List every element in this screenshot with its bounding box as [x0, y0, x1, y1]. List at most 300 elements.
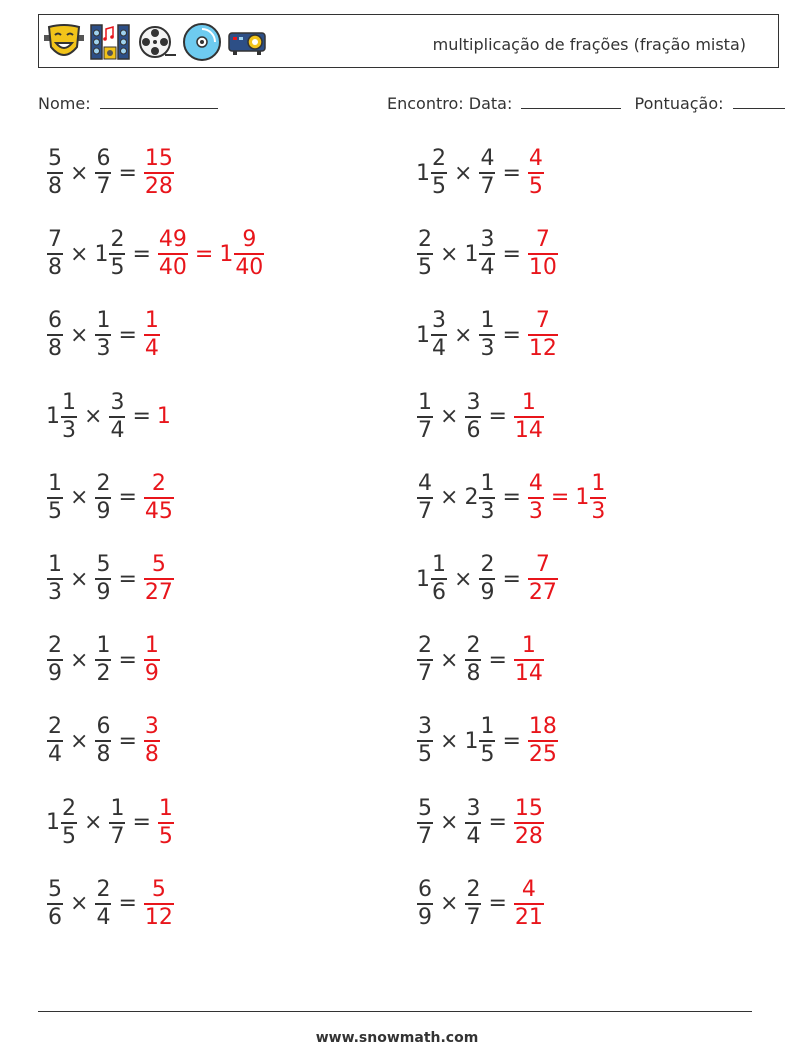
answer — [527, 714, 559, 768]
score-blank[interactable] — [733, 95, 785, 109]
fraction — [61, 390, 77, 444]
denominator: 7 — [418, 498, 432, 524]
mixed-number — [46, 877, 64, 931]
denominator: 10 — [528, 255, 557, 281]
fraction — [465, 796, 481, 850]
theater-mask-icon — [43, 21, 85, 63]
fraction — [417, 796, 433, 850]
equals-sign: = — [118, 485, 137, 511]
fraction — [95, 552, 111, 606]
mixed-number — [527, 308, 559, 362]
problem-item — [416, 143, 545, 203]
problem-item — [46, 630, 161, 690]
numerator: 2 — [96, 470, 111, 496]
mixed-number — [94, 877, 112, 931]
mixed-number — [46, 552, 64, 606]
numerator: 2 — [418, 227, 432, 253]
footer-divider — [38, 1011, 752, 1012]
denominator: 7 — [480, 174, 495, 199]
numerator: 5 — [151, 552, 166, 577]
numerator: 4 — [528, 470, 543, 496]
numerator: 49 — [158, 227, 187, 253]
mixed-number — [143, 471, 175, 525]
mixed-number — [527, 552, 559, 606]
times-sign: × — [70, 891, 89, 917]
numerator: 1 — [432, 552, 446, 577]
whole-part: 1 — [464, 241, 479, 267]
mixed-number — [143, 877, 175, 931]
numerator: 2 — [466, 633, 481, 659]
fraction — [61, 796, 77, 850]
mixed-number — [513, 633, 545, 687]
numerator: 1 — [591, 470, 606, 496]
numerator: 15 — [144, 146, 173, 171]
fraction — [528, 714, 558, 768]
times-sign: × — [440, 404, 459, 430]
mixed-number — [416, 471, 434, 525]
fraction — [431, 552, 447, 606]
equals-sign: = — [488, 647, 507, 673]
answer — [157, 796, 175, 850]
fraction — [514, 796, 544, 850]
denominator: 8 — [144, 742, 159, 768]
denominator: 4 — [48, 742, 62, 768]
problem-item — [46, 549, 175, 609]
mixed-number — [478, 146, 496, 200]
denominator: 3 — [480, 336, 495, 362]
fraction — [417, 714, 433, 768]
numerator: 3 — [432, 308, 446, 334]
mixed-number — [46, 633, 64, 687]
numerator: 2 — [466, 876, 481, 902]
mixed-number — [478, 308, 496, 362]
mixed-number — [46, 471, 64, 525]
numerator: 1 — [144, 633, 159, 659]
denominator: 4 — [144, 336, 159, 362]
fraction — [95, 633, 111, 687]
fraction — [417, 877, 433, 931]
fraction — [47, 227, 63, 281]
answer — [143, 633, 161, 687]
mixed-number — [513, 796, 545, 850]
denominator: 9 — [96, 580, 111, 605]
mixed-number — [46, 714, 64, 768]
fraction — [479, 714, 495, 768]
fraction — [528, 552, 558, 606]
equals-sign: = — [132, 810, 151, 836]
mixed-number — [143, 146, 175, 200]
problem-item — [416, 793, 545, 853]
denominator: 4 — [480, 255, 495, 281]
worksheet-title: multiplicação de frações (fração mista) — [432, 35, 746, 54]
mixed-number — [527, 471, 545, 525]
mixed-number — [46, 227, 64, 281]
times-sign: × — [440, 891, 459, 917]
problem-item — [46, 711, 161, 771]
numerator: 1 — [521, 633, 536, 659]
mixed-number — [94, 227, 126, 281]
times-sign: × — [84, 404, 103, 430]
denominator: 9 — [418, 904, 432, 930]
equals-sign: = — [488, 404, 507, 430]
fraction — [144, 714, 160, 768]
times-sign: × — [454, 566, 473, 592]
answer — [513, 633, 545, 687]
fraction — [479, 308, 495, 362]
numerator: 2 — [48, 633, 62, 659]
answer — [157, 227, 265, 281]
mixed-number — [416, 146, 448, 200]
film-reel-icon — [135, 21, 177, 63]
fraction — [417, 633, 433, 687]
problem-item — [416, 468, 607, 528]
mixed-number — [157, 796, 175, 850]
numerator: 6 — [418, 876, 432, 902]
whole-part: 1 — [575, 485, 590, 511]
denominator: 7 — [466, 904, 481, 930]
fraction — [431, 308, 447, 362]
denominator: 25 — [528, 742, 557, 768]
denominator: 4 — [466, 823, 481, 849]
date-blank[interactable] — [521, 95, 621, 109]
numerator: 1 — [62, 389, 76, 415]
mixed-number — [416, 552, 448, 606]
denominator: 4 — [96, 904, 111, 930]
times-sign: × — [70, 241, 89, 267]
fraction — [528, 308, 558, 362]
problem-item — [46, 468, 175, 528]
answer — [527, 146, 545, 200]
mixed-number — [143, 552, 175, 606]
numerator: 5 — [418, 795, 432, 821]
numerator: 2 — [432, 146, 446, 171]
denominator: 5 — [432, 174, 446, 199]
denominator: 8 — [48, 174, 62, 199]
problem-item — [46, 793, 175, 853]
fraction — [158, 796, 174, 850]
equals-sign: = — [194, 241, 214, 267]
speakers-music-icon — [89, 21, 131, 63]
name-blank[interactable] — [100, 95, 218, 109]
numerator: 3 — [144, 714, 159, 740]
equals-sign: = — [502, 566, 521, 592]
denominator: 7 — [418, 823, 432, 849]
worksheet-header — [38, 14, 779, 68]
meeting-date-label: Encontro: Data: — [387, 94, 513, 113]
fraction — [95, 877, 111, 931]
mixed-number — [527, 146, 545, 200]
answer — [513, 877, 545, 931]
fraction — [47, 146, 63, 200]
numerator: 2 — [48, 714, 62, 740]
mixed-number — [464, 714, 496, 768]
numerator: 1 — [480, 714, 495, 740]
denominator: 3 — [48, 580, 62, 605]
denominator: 8 — [96, 742, 111, 768]
fraction — [109, 227, 125, 281]
mixed-number — [478, 552, 496, 606]
fraction — [47, 877, 63, 931]
problem-item — [416, 549, 559, 609]
denominator: 9 — [96, 498, 111, 524]
denominator: 5 — [480, 742, 495, 768]
numerator: 7 — [535, 308, 550, 334]
fraction — [95, 308, 111, 362]
fraction — [479, 552, 495, 606]
fraction — [144, 146, 174, 200]
mixed-number — [94, 471, 112, 525]
numerator: 1 — [480, 470, 495, 496]
mixed-number — [94, 633, 112, 687]
fraction — [479, 471, 495, 525]
numerator: 1 — [96, 633, 111, 659]
numerator: 4 — [521, 876, 536, 902]
times-sign: × — [70, 485, 89, 511]
denominator: 21 — [514, 904, 543, 930]
numerator: 15 — [514, 795, 543, 821]
numerator: 1 — [96, 308, 111, 334]
mixed-number — [464, 471, 496, 525]
equals-sign: = — [502, 322, 521, 348]
fraction — [109, 796, 125, 850]
mixed-number — [143, 633, 161, 687]
fraction — [144, 877, 174, 931]
denominator: 7 — [96, 174, 111, 199]
problem-item — [416, 630, 545, 690]
times-sign: × — [440, 728, 459, 754]
fraction — [528, 227, 558, 281]
mixed-number — [157, 227, 189, 281]
fraction — [144, 552, 174, 606]
denominator: 4 — [432, 336, 446, 362]
mixed-number — [219, 227, 265, 281]
fraction — [47, 633, 63, 687]
projector-icon — [227, 21, 269, 63]
numerator: 6 — [96, 714, 111, 740]
mixed-number — [416, 390, 434, 444]
fraction — [417, 471, 433, 525]
denominator: 5 — [110, 255, 125, 281]
problem-item — [46, 874, 175, 934]
answer — [143, 471, 175, 525]
mixed-number — [143, 308, 161, 362]
problem-item — [46, 224, 265, 284]
whole-part: 1 — [416, 160, 430, 186]
equals-sign: = — [550, 485, 570, 511]
fraction — [514, 877, 544, 931]
denominator: 6 — [432, 580, 446, 605]
numerator: 2 — [96, 876, 111, 902]
times-sign: × — [70, 647, 89, 673]
fraction — [465, 877, 481, 931]
problem-item — [416, 874, 545, 934]
numerator: 1 — [480, 308, 495, 334]
mixed-number — [94, 552, 112, 606]
answer — [527, 227, 559, 281]
denominator: 3 — [96, 336, 111, 362]
whole-part: 1 — [464, 728, 479, 754]
numerator: 3 — [466, 795, 481, 821]
fraction — [514, 390, 544, 444]
numerator: 2 — [110, 227, 125, 253]
numerator: 5 — [96, 552, 111, 577]
denominator: 14 — [514, 417, 543, 443]
fraction — [479, 227, 495, 281]
fraction — [144, 308, 160, 362]
mixed-number — [143, 714, 161, 768]
numerator: 1 — [48, 552, 62, 577]
fraction — [417, 390, 433, 444]
mixed-number — [416, 308, 448, 362]
mixed-number — [464, 227, 496, 281]
denominator: 8 — [466, 661, 481, 687]
equals-sign: = — [118, 322, 137, 348]
times-sign: × — [70, 728, 89, 754]
fraction — [95, 714, 111, 768]
denominator: 3 — [591, 498, 606, 524]
mixed-number — [464, 390, 482, 444]
numerator: 6 — [48, 308, 62, 334]
mixed-number — [416, 227, 434, 281]
fraction — [47, 714, 63, 768]
fraction — [144, 633, 160, 687]
denominator: 5 — [418, 742, 432, 768]
numerator: 5 — [48, 146, 62, 171]
fraction — [590, 471, 606, 525]
mixed-number — [46, 796, 78, 850]
mixed-number — [416, 877, 434, 931]
answer — [143, 552, 175, 606]
answer — [513, 390, 545, 444]
denominator: 9 — [144, 661, 159, 687]
numerator: 7 — [535, 227, 550, 253]
denominator: 28 — [514, 823, 543, 849]
name-label: Nome: — [38, 94, 91, 113]
numerator: 18 — [528, 714, 557, 740]
numerator: 5 — [48, 876, 62, 902]
denominator: 40 — [158, 255, 187, 281]
answer — [527, 308, 559, 362]
mixed-number — [157, 404, 171, 429]
numerator: 1 — [144, 308, 159, 334]
denominator: 6 — [466, 417, 481, 443]
numerator: 4 — [528, 146, 543, 171]
denominator: 5 — [48, 498, 62, 524]
numerator: 2 — [151, 470, 166, 496]
equals-sign: = — [118, 566, 137, 592]
mixed-number — [527, 227, 559, 281]
whole-part: 2 — [464, 485, 479, 511]
denominator: 5 — [158, 823, 173, 849]
mixed-number — [46, 308, 64, 362]
equals-sign: = — [502, 728, 521, 754]
numerator: 6 — [96, 146, 111, 171]
times-sign: × — [454, 322, 473, 348]
numerator: 7 — [535, 552, 550, 577]
problem-item — [46, 305, 161, 365]
fraction — [234, 227, 264, 281]
equals-sign: = — [132, 241, 151, 267]
numerator: 3 — [110, 389, 125, 415]
equals-sign: = — [118, 647, 137, 673]
times-sign: × — [84, 810, 103, 836]
times-sign: × — [440, 647, 459, 673]
mixed-number — [108, 390, 126, 444]
answer — [157, 404, 171, 429]
equals-sign: = — [132, 404, 151, 430]
equals-sign: = — [488, 810, 507, 836]
mixed-number — [464, 796, 482, 850]
whole-part: 1 — [416, 322, 430, 348]
numerator: 3 — [480, 227, 495, 253]
numerator: 2 — [62, 795, 76, 821]
mixed-number — [527, 714, 559, 768]
whole-part: 1 — [219, 241, 234, 267]
mixed-number — [416, 714, 434, 768]
denominator: 7 — [110, 823, 125, 849]
numerator: 2 — [418, 633, 432, 659]
problem-item — [416, 224, 559, 284]
times-sign: × — [70, 322, 89, 348]
denominator: 40 — [235, 255, 264, 281]
fraction — [47, 471, 63, 525]
whole-part: 1 — [156, 404, 171, 430]
denominator: 5 — [62, 823, 76, 849]
fraction — [465, 633, 481, 687]
denominator: 45 — [144, 498, 173, 524]
fraction — [528, 146, 544, 200]
denominator: 3 — [480, 498, 495, 524]
equals-sign: = — [118, 160, 137, 186]
numerator: 1 — [521, 389, 536, 415]
mixed-number — [464, 877, 482, 931]
denominator: 14 — [514, 661, 543, 687]
denominator: 7 — [418, 417, 432, 443]
denominator: 6 — [48, 904, 62, 930]
equals-sign: = — [502, 485, 521, 511]
denominator: 5 — [528, 174, 543, 199]
denominator: 9 — [480, 580, 495, 605]
times-sign: × — [440, 810, 459, 836]
fraction — [465, 390, 481, 444]
whole-part: 1 — [46, 810, 60, 836]
fraction — [514, 633, 544, 687]
mixed-number — [416, 633, 434, 687]
denominator: 27 — [144, 580, 173, 605]
denominator: 28 — [144, 174, 173, 199]
denominator: 4 — [110, 417, 125, 443]
mixed-number — [513, 390, 545, 444]
whole-part: 1 — [46, 404, 60, 430]
fraction — [479, 146, 495, 200]
score-label: Pontuação: — [634, 94, 724, 113]
mixed-number — [416, 796, 434, 850]
numerator: 9 — [242, 227, 257, 253]
denominator: 9 — [48, 661, 62, 687]
equals-sign: = — [118, 891, 137, 917]
meeting-score-fields — [387, 94, 785, 113]
denominator: 8 — [48, 255, 62, 281]
fraction — [528, 471, 544, 525]
times-sign: × — [454, 160, 473, 186]
answer — [143, 308, 161, 362]
numerator: 4 — [480, 146, 495, 171]
footer-site: www.snowmath.com — [315, 1030, 479, 1046]
numerator: 1 — [48, 470, 62, 496]
equals-sign: = — [502, 160, 521, 186]
fraction — [158, 227, 188, 281]
fraction — [109, 390, 125, 444]
